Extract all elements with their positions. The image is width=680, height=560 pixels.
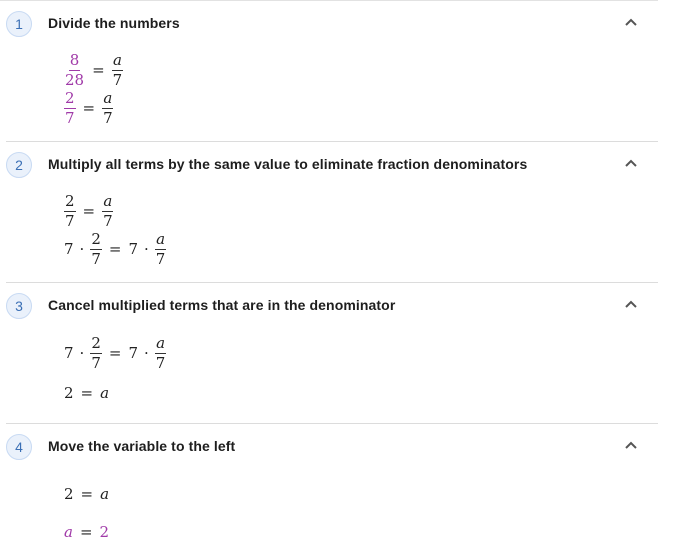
equation-right: a xyxy=(100,485,110,503)
equation xyxy=(64,88,123,128)
equals-sign: = xyxy=(108,240,122,258)
step-number-badge: 2 xyxy=(6,152,32,178)
equation xyxy=(64,373,166,413)
fraction: $\frac{a}{7}$ xyxy=(155,333,166,372)
equation xyxy=(64,229,166,269)
times-sign: · xyxy=(144,344,149,362)
step-title[interactable]: Cancel multiplied terms that are in the denominator xyxy=(48,297,396,313)
step-3-math xyxy=(64,333,166,413)
equals-sign: = xyxy=(79,523,93,541)
equation xyxy=(64,333,166,373)
times-sign: · xyxy=(79,344,85,362)
chevron-up-icon[interactable] xyxy=(624,440,638,450)
multiplier: 7 xyxy=(64,344,74,362)
chevron-up-icon[interactable] xyxy=(624,158,638,168)
step-title[interactable]: Multiply all terms by the same value to eliminate fraction denominators xyxy=(48,156,528,172)
step-divider xyxy=(6,423,658,424)
equation xyxy=(64,191,166,231)
equation-left: 2 xyxy=(64,485,74,503)
equation xyxy=(64,50,123,90)
equation-left: 2 xyxy=(64,384,74,402)
step-number-badge: 1 xyxy=(6,11,32,37)
times-sign: · xyxy=(79,240,85,258)
fraction: $\frac{a}{7}$ xyxy=(103,88,113,127)
equals-sign: = xyxy=(82,202,96,220)
equals-sign: = xyxy=(80,384,94,402)
step-2 xyxy=(6,152,658,282)
step-number-badge: 3 xyxy=(6,293,32,319)
multiplier: 7 xyxy=(128,344,138,362)
equation xyxy=(64,512,109,552)
equation xyxy=(64,474,109,514)
equation-right: 2 xyxy=(99,523,110,541)
chevron-up-icon[interactable] xyxy=(624,299,638,309)
top-divider xyxy=(0,0,658,1)
equals-sign: = xyxy=(92,61,105,79)
times-sign: · xyxy=(144,240,149,258)
step-3 xyxy=(6,293,658,423)
fraction: $\frac{2}{7}$ xyxy=(91,229,101,268)
multiplier: 7 xyxy=(64,240,74,258)
step-number-badge: 4 xyxy=(6,434,32,460)
fraction: $\frac{a}{7}$ xyxy=(103,191,113,230)
fraction: $\frac{a}{7}$ xyxy=(112,50,123,89)
step-divider xyxy=(6,282,658,283)
step-2-math xyxy=(64,191,166,269)
step-divider xyxy=(6,141,658,142)
step-4 xyxy=(6,434,658,560)
equation-right: a xyxy=(100,384,110,402)
fraction: $\frac{2}{7}$ xyxy=(65,88,75,127)
step-title[interactable]: Divide the numbers xyxy=(48,15,180,31)
fraction: $\frac{a}{7}$ xyxy=(155,229,166,268)
chevron-up-icon[interactable] xyxy=(624,17,638,27)
equals-sign: = xyxy=(82,99,96,117)
fraction: $\frac{2}{7}$ xyxy=(65,191,75,230)
equals-sign: = xyxy=(80,485,94,503)
fraction: $\frac{8}{28}$ xyxy=(65,50,85,89)
equation-left: a xyxy=(64,523,73,541)
multiplier: 7 xyxy=(128,240,138,258)
step-4-math xyxy=(64,474,109,552)
step-title[interactable]: Move the variable to the left xyxy=(48,438,236,454)
equals-sign: = xyxy=(108,344,122,362)
step-1 xyxy=(6,11,658,141)
step-1-math xyxy=(64,50,123,128)
fraction: $\frac{2}{7}$ xyxy=(91,333,101,372)
